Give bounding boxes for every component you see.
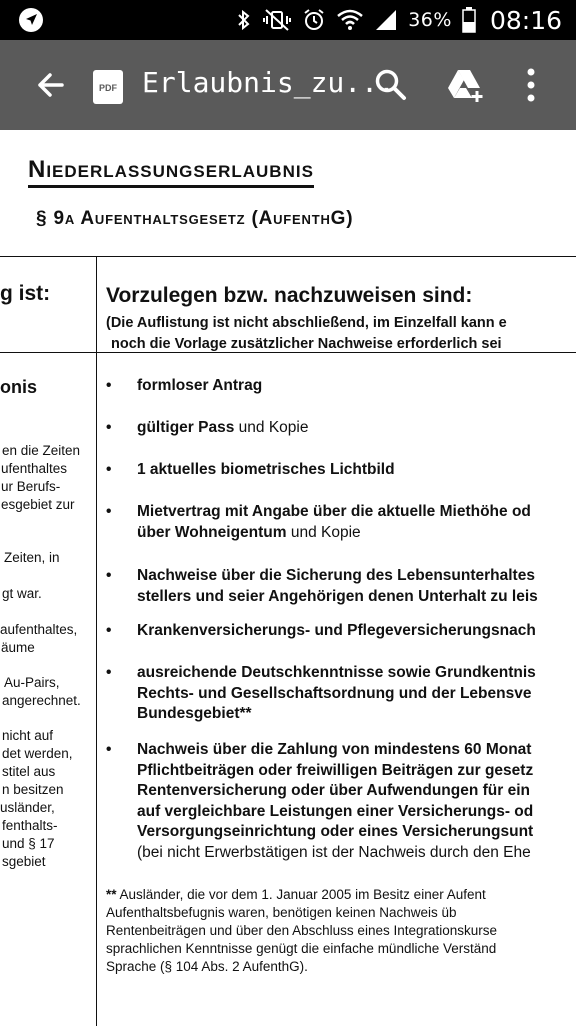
back-button[interactable] [30,64,72,106]
cell-signal-icon [374,8,398,32]
battery-icon [462,7,476,33]
left-column-text: Au-Pairs, angerechnet. [2,675,81,708]
table-column-divider [96,256,97,1026]
right-column-header: Vorzulegen bzw. nachzuweisen sind: [106,284,473,307]
left-column-text: aufenthaltes, äume [0,622,78,655]
wifi-icon [336,8,364,32]
left-column-header: g ist: [0,282,51,305]
document-title: Erlaubnis_zu... [142,66,395,99]
left-column-text: gt war. [2,586,42,601]
pdf-file-icon: PDF [93,70,123,104]
left-column-text: nicht auf det werden, stitel aus n besitzen usländer, fenthalts- und § 17 sgebiet [0,728,73,869]
footnote: ** Ausländer, die vor dem 1. Januar 2005 im Besitz einer Aufent Aufenthaltsbefugnis waren, benötigen keinen Nachweis üb Rentenbeiträgen und über den Abschluss eines Integrationskurse sprachlichen Kenntnisse genügt die einfache mündliche Verständ Sprache (§ 104 Abs. 2 AufenthG). [106,887,498,974]
left-column-text: Zeiten, in [4,550,60,565]
more-vert-icon [516,66,546,104]
drive-add-icon [446,66,486,104]
more-options-button[interactable] [516,66,546,104]
vibrate-mute-icon [262,8,292,32]
bluetooth-icon [236,8,252,32]
app-bar [0,40,576,130]
location-arrow-icon [18,7,44,33]
left-column-text: en die Zeiten ufenthaltes ur Berufs- esgebiet zur [1,443,81,512]
battery-percent: 36% [408,9,452,31]
search-button[interactable] [372,66,410,104]
arrow-left-icon [30,64,72,106]
left-column-subheader: onis [0,377,38,397]
page-title: Niederlassungserlaubnis [28,156,314,188]
pdf-page[interactable]: Niederlassungserlaubnis § 9a Aufenthaltsgesetz (AufenthG) g ist: onis en die Zeiten ufenthaltes ur Berufs- esgebiet zur Zeiten, in gt war. aufenthaltes, äume Au-Pairs, angerechnet. nicht auf det werden, stitel aus n besitzen usländer, fenthalts- und § 17 sgebiet Vorzulegen bzw. nachzuweisen sind: (Die Auflistung ist nicht abschließend, im Einzelfall kann e noch die Vorlage zusätzlicher Nachweise erforderlich sei • formloser Antrag • gültiger Pass und Kopie • 1 aktuelles biometrisches Lichtbild • Mietvertrag mit Angabe über die aktuelle Miethöhe od über Wohneigentum und Kopie • Nachweise über die Sicherung des Lebensunterhaltes stellers und seier Angehörigen denen Unterhalt zu leis • Krankenversicherungs- und Pflegeversicherungsnach • ausreichende Deutschkenntnisse sowie Grundkentnis Rechts- und Gesellschaftsordnung und der Lebensve Bundesgebiet** • Nachweis über die Zahlung von mindestens 60 Monat Pflichtbeiträgen oder freiwilligen Beiträgen zur gesetz Rentenversicherung oder über Aufwendungen für ein auf vergleichbare Leistungen einer Versicherungs- od Versorgungseinrichtung oder eines Versicherungsunt (bei nicht Erwerbstätigen ist der Nachweis durch den Ehe ** Ausländer, die vor dem 1. Januar 2005 im Besitz einer Aufent Aufenthaltsbefugnis waren, benötigen keinen Nachweis üb Rentenbeiträgen und über den Abschluss eines Integrationskurse sprachlichen Kenntnisse genügt die einfache mündliche Verständ Sprache (§ 104 Abs. 2 AufenthG). [0,130,576,1024]
status-bar [0,0,576,40]
add-to-drive-button[interactable] [446,66,486,104]
page-subtitle: § 9a Aufenthaltsgesetz (AufenthG) [36,208,354,229]
table-border-top [0,256,576,257]
alarm-clock-icon [302,8,326,32]
clock: 08:16 [489,5,562,35]
right-column-note: (Die Auflistung ist nicht abschließend, im Einzelfall kann e noch die Vorlage zusätzlicher Nachweise erforderlich sei [106,315,507,352]
search-icon [372,66,410,104]
